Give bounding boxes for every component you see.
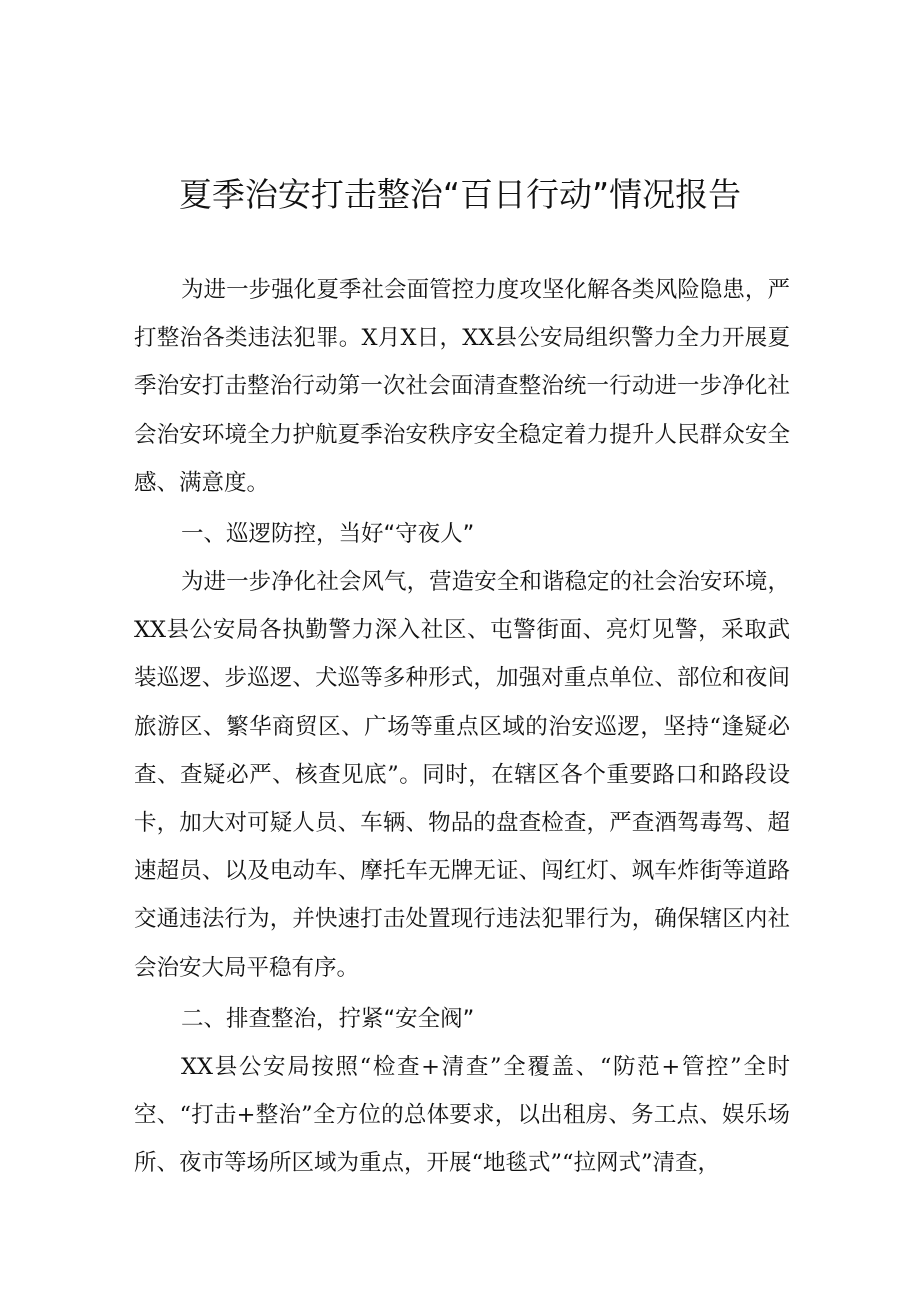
inspection-paragraph: XX县公安局按照“检查+清查”全覆盖、“防范+管控”全时空、“打击+整治”全方位的总体要求，以出租房、务工点、娱乐场所、夜市等场所区域为重点，开展“地毯式”“拉网式”清查， (134, 1054, 790, 1177)
document-title: 夏季治安打击整治“百日行动”情况报告 (178, 175, 742, 214)
intro-paragraph: 为进一步强化夏季社会面管控力度攻坚化解各类风险隐患，严打整治各类违法犯罪。X月X日，XX县公安局组织警力全力开展夏季治安打击整治行动第一次社会面清查整治统一行动进一步净化社会治安环境全力护航夏季治安秩序安全稳定着力提升人民群众安全感、满意度。 (134, 277, 790, 496)
patrol-paragraph: 为进一步净化社会风气，营造安全和谐稳定的社会治安环境，XX县公安局各执勤警力深入社区、屯警街面、亮灯见警，采取武装巡逻、步巡逻、犬巡等多种形式，加强对重点单位、部位和夜间旅游区、繁华商贸区、广场等重点区域的治安巡逻，坚持“逢疑必查、查疑必严、核查见底”。同时，在辖区各个重要路口和路段设卡，加大对可疑人员、车辆、物品的盘查检查，严查酒驾毒驾、超速超员、以及电动车、摩托车无牌无证、闯红灯、飒车炸街等道路交通违法行为，并快速打击处置现行违法犯罪行为，确保辖区内社会治安大局平稳有序。 (134, 569, 790, 981)
section-heading-patrol: 一、巡逻防控，当好“守夜人” (181, 521, 475, 547)
section-heading-inspection: 二、排查整治，拧紧“安全阀” (181, 1006, 475, 1032)
